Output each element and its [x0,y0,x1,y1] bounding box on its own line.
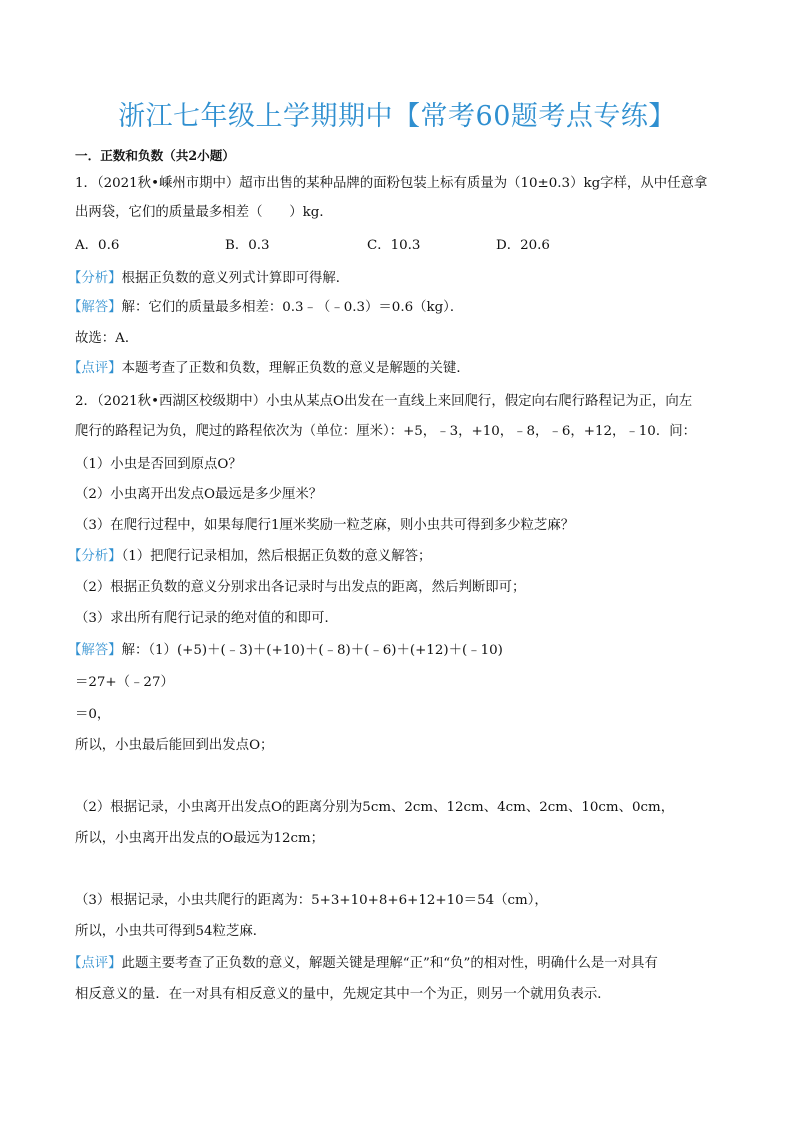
q1-option-a: A．0.6 [75,238,120,253]
q2-solution-line-1: 解：（1）(+5)＋(﹣3)＋(+10)＋(﹣8)＋(﹣6)＋(+12)＋(﹣10) [121,643,503,658]
q2-subquestion-3: （3）在爬行过程中，如果每爬行1厘米奖励一粒芝麻，则小虫共可得到多少粒芝麻？ [75,518,575,533]
q2-comment-text-2: 相反意义的量．在一对具有相反意义的量中，先规定其中一个为正，则另一个就用负表示． [75,987,611,1002]
q1-choose: 故选：A． [75,331,139,346]
q2-subquestion-2: （2）小虫离开出发点O最远是多少厘米？ [75,487,323,502]
q1-option-d: D．20.6 [496,238,550,253]
q2-solution [68,642,734,660]
q2-stem-line2: 爬行的路程记为负，爬过的路程依次为（单位：厘米）：+5，﹣3，+10，﹣8，﹣6，+12，﹣10．问： [75,424,696,439]
q1-stem-line1: 1．（2021秋•嵊州市期中）超市出售的某种品牌的面粉包装上标有质量为（10±0.3）kg字样，从中任意拿 [75,176,708,191]
q2-solution-line-2: ＝27+（﹣27） [75,675,174,690]
q1-stem-line2: 出两袋，它们的质量最多相差（ ）kg． [75,205,333,220]
comment-tag: 【点评】 [68,361,122,376]
q2-solution-line-4: 所以，小虫最后能回到出发点O； [75,738,274,753]
solution-tag: 【解答】 [68,300,122,315]
q2-analysis [68,548,734,566]
analysis-tag: 【分析】 [68,271,122,286]
q2-analysis-text-3: （3）求出所有爬行记录的绝对值的和即可． [75,611,338,626]
analysis-tag: 【分析】 [68,549,122,564]
page-title: 浙江七年级上学期期中【常考60题考点专练】 [118,101,676,132]
q2-analysis-text-2: （2）根据正负数的意义分别求出各记录时与出发点的距离，然后判断即可； [75,580,526,595]
q2-solution-line-7: （3）根据记录，小虫共爬行的距离为：5+3+10+8+6+12+10＝54（cm）， [75,893,548,908]
q2-subquestion-1: （1）小虫是否回到原点O？ [75,457,242,472]
q1-option-b: B．0.3 [225,238,270,253]
q1-option-c: C．10.3 [367,238,421,253]
q1-analysis [68,270,734,288]
q1-options [75,237,755,255]
q2-solution-line-6: 所以，小虫离开出发点的O最远为12cm； [75,831,325,846]
q2-solution-line-5: （2）根据记录，小虫离开出发点O的距离分别为5cm、2cm、12cm、4cm、2cm、10cm、0cm， [75,800,675,815]
q1-comment [68,360,734,378]
q2-comment [68,955,734,973]
q2-comment-text-1: 此题主要考查了正负数的意义，解题关键是理解“正”和“负”的相对性，明确什么是一对具有 [121,956,658,971]
q2-analysis-text-1: （1）把爬行记录相加，然后根据正负数的意义解答； [121,549,432,564]
comment-tag: 【点评】 [68,956,122,971]
q1-comment-text: 本题考查了正数和负数，理解正负数的意义是解题的关键． [121,361,470,376]
q1-solution-text: 解：它们的质量最多相差：0.3﹣（﹣0.3）＝0.6（kg）． [121,300,464,315]
q2-solution-line-3: ＝0， [75,707,111,722]
q1-solution [68,299,734,317]
solution-tag: 【解答】 [68,643,122,658]
q1-analysis-text: 根据正负数的意义列式计算即可得解． [121,271,350,286]
section-heading: 一．正数和负数（共2小题） [75,148,235,163]
q2-solution-line-8: 所以，小虫共可得到54粒芝麻． [75,924,267,939]
q2-stem-line1: 2．（2021秋•西湖区校级期中）小虫从某点O出发在一直线上来回爬行，假定向右爬行路程记为正，向左 [75,394,693,409]
